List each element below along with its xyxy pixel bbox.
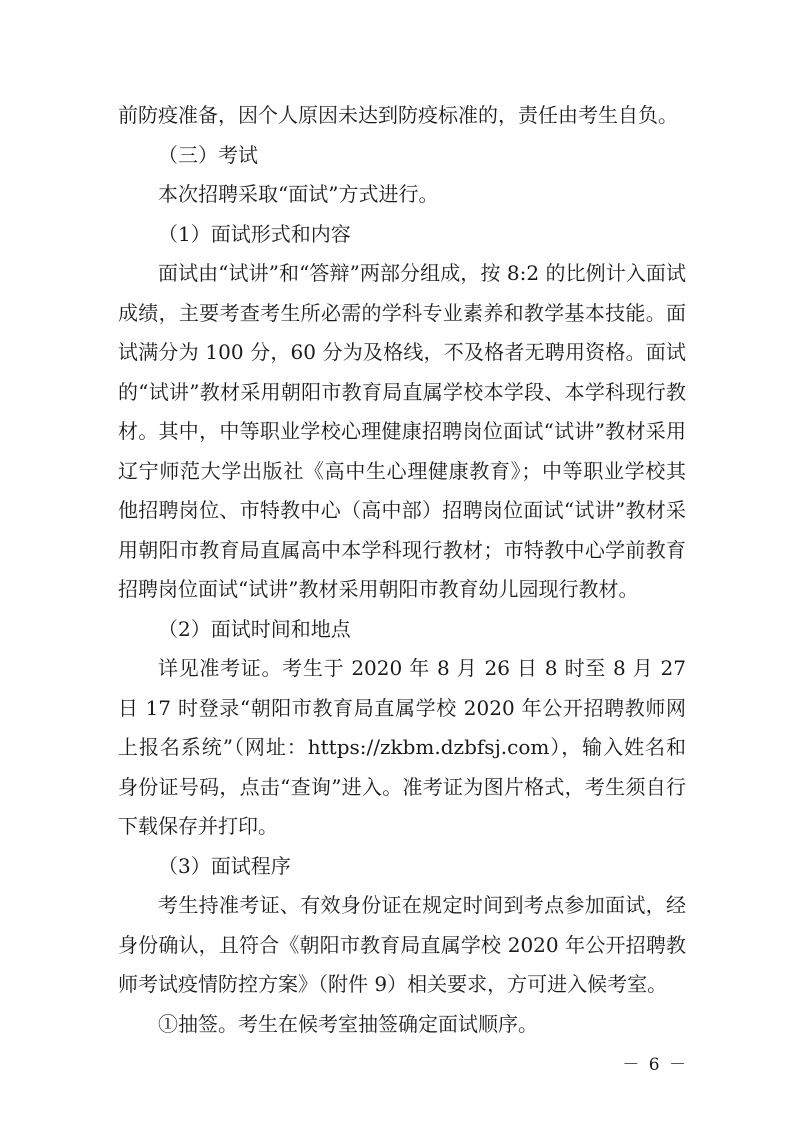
- section-heading-exam: （三）考试: [158, 142, 258, 167]
- subheading-interview-format: （1）面试形式和内容: [158, 221, 351, 246]
- paragraph-lottery: ①抽签。考生在候考室抽签确定面试顺序。: [158, 1011, 538, 1036]
- subheading-interview-time-place: （2）面试时间和地点: [158, 616, 351, 641]
- paragraph-admission-ticket: 详见准考证。考生于 2020 年 8 月 26 日 8 时至 8 月 27 日 17 时登录“朝阳市教育局直属学校 2020 年公开招聘教师网上报名系统”（网址：https://zkbm.dzbfsj.com），输入姓名和身份证号码，点击“查询”进入。准考证为图片格式，考生须自行下载保存并打印。: [118, 656, 686, 838]
- paragraph-interview-content: 面试由“试讲”和“答辩”两部分组成，按 8:2 的比例计入面试成绩，主要考查考生所必需的学科专业素养和教学基本技能。面试满分为 100 分，60 分为及格线，不及格者无聘用资格。面试的“试讲”教材采用朝阳市教育局直属学校本学段、本学科现行教材。其中，中等职业学校心理健康招聘岗位面试“试讲”教材采用辽宁师范大学出版社《高中生心理健康教育》；中等职业学校其他招聘岗位、市特教中心（高中部）招聘岗位面试“试讲”教材采用朝阳市教育局直属高中本学科现行教材；市特教中心学前教育招聘岗位面试“试讲”教材采用朝阳市教育幼儿园现行教材。: [118, 261, 686, 601]
- document-body: [118, 96, 686, 1044]
- subheading-interview-procedure: （3）面试程序: [158, 853, 291, 878]
- page-number: － 6 －: [622, 1055, 688, 1075]
- paragraph-identity-check: 考生持准考证、有效身份证在规定时间到考点参加面试，经身份确认，且符合《朝阳市教育局直属学校 2020 年公开招聘教师考试疫情防控方案》（附件 9）相关要求，方可进入候考室。: [118, 893, 686, 996]
- paragraph-exam-method: 本次招聘采取“面试”方式进行。: [158, 182, 439, 206]
- paragraph-epidemic-responsibility: 前防疫准备，因个人原因未达到防疫标准的，责任由考生自负。: [118, 103, 678, 127]
